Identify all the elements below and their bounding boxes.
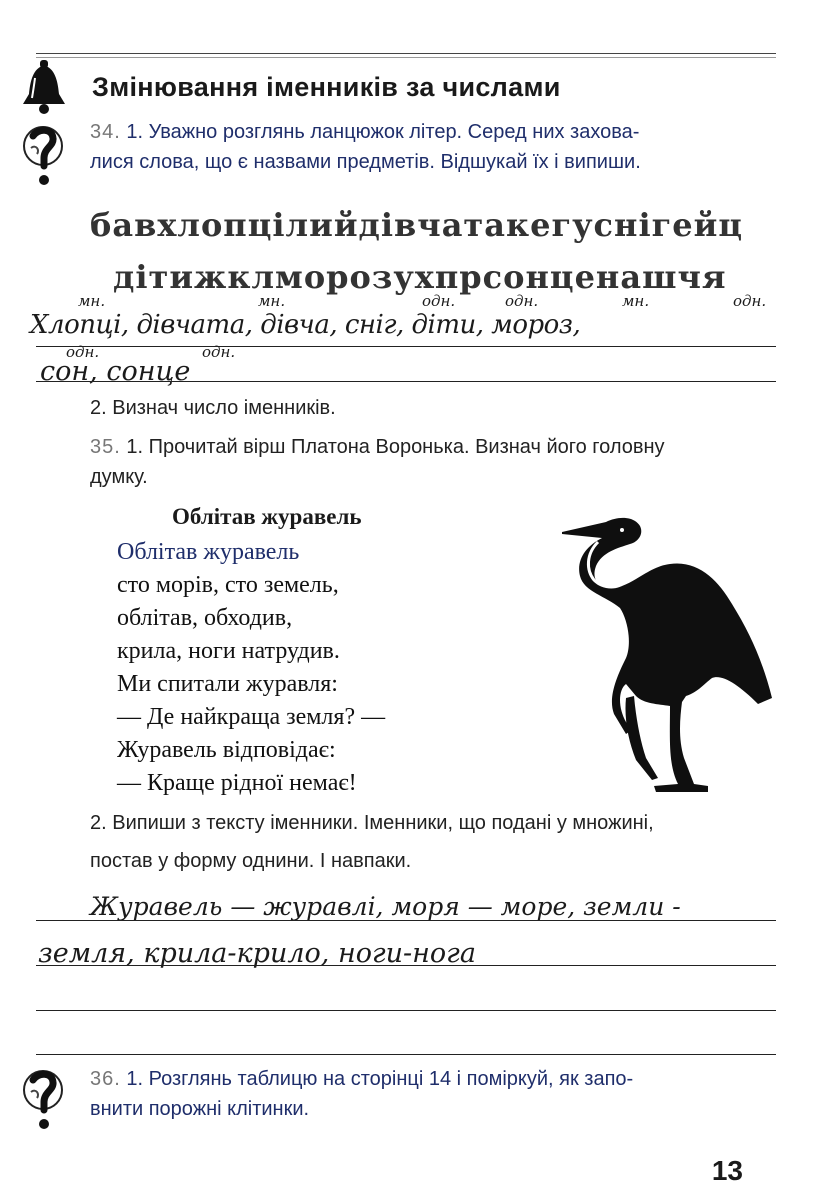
instruction-line: 1. Уважно розглянь ланцюжок літер. Серед них захова- xyxy=(126,121,640,143)
poem-line: Журавель відповідає: xyxy=(117,737,336,763)
number-mark: одн. xyxy=(66,343,100,361)
number-mark: мн. xyxy=(622,292,650,310)
number-mark: одн. xyxy=(202,343,236,361)
answer-marks-row-1 xyxy=(0,292,819,312)
answer-34-line-1: Хлопці, дівчата, дівча, сніг, діти, мороз, xyxy=(30,310,581,340)
number-mark: мн. xyxy=(258,292,286,310)
task-35-instruction xyxy=(90,432,665,492)
answer-rule xyxy=(36,965,776,966)
poem-line: сто морів, сто земель, xyxy=(117,572,339,598)
number-mark: мн. xyxy=(78,292,106,310)
answer-35-line-1: Журавель — журавлі, моря — море, земли - xyxy=(90,892,681,921)
section-title: Змінювання іменників за числами xyxy=(92,72,561,102)
answer-rule xyxy=(36,381,776,382)
number-mark: одн. xyxy=(505,292,539,310)
poem-line: облітав, обходив, xyxy=(117,605,293,631)
instruction-line: внити порожні клітинки. xyxy=(90,1098,310,1120)
instruction-line: лися слова, що є назвами предметів. Відшукай їх і випиши. xyxy=(90,151,641,173)
answer-35-line-2: земля, крила-крило, ноги-нога xyxy=(38,938,476,969)
question-icon xyxy=(18,118,68,195)
instruction-line: 2. Випиши з тексту іменники. Іменники, що подані у множині, xyxy=(90,812,654,834)
poem xyxy=(117,536,385,800)
task-35-part-2 xyxy=(90,808,654,876)
page-number: 13 xyxy=(711,1155,743,1186)
answer-34-line-2: сон, сонце xyxy=(40,356,191,387)
instruction-line: 1. Розглянь таблицю на сторінці 14 і поміркуй, як запо- xyxy=(126,1068,634,1090)
poem-line: — Де найкраща земля? — xyxy=(117,704,386,730)
instruction-line: постав у форму однини. І навпаки. xyxy=(90,850,412,872)
number-mark: одн. xyxy=(733,292,767,310)
top-rule xyxy=(36,53,776,54)
task-number: 36. xyxy=(90,1068,121,1090)
answer-rule xyxy=(36,1054,776,1055)
task-34-instruction xyxy=(90,117,641,177)
poem-title: Облітав журавель xyxy=(172,504,362,529)
letter-chain-line-1: бавхлопцілийдівчатакегуснігейц xyxy=(90,206,743,244)
poem-line: — Краще рідної немає! xyxy=(117,770,357,796)
task-34-part-2: 2. Визнач число іменників. xyxy=(90,397,336,419)
instruction-line: 1. Прочитай вірш Платона Воронька. Визнач його головну xyxy=(126,436,665,458)
answer-rule xyxy=(36,1010,776,1011)
answer-rule xyxy=(36,920,776,921)
task-number: 35. xyxy=(90,436,121,458)
crane-illustration xyxy=(562,508,777,803)
poem-line: Ми спитали журавля: xyxy=(117,671,338,697)
task-36-instruction xyxy=(90,1064,633,1124)
number-mark: одн. xyxy=(422,292,456,310)
letter-chain-line-2: дітижклморозухпрсонценашчя xyxy=(113,258,727,296)
poem-line: Облітав журавель xyxy=(117,539,300,565)
poem-line: крила, ноги натрудив. xyxy=(117,638,340,664)
top-rule-thin xyxy=(36,57,776,58)
question-icon xyxy=(18,1062,68,1139)
instruction-line: думку. xyxy=(90,466,148,488)
bell-icon xyxy=(18,60,70,120)
task-number: 34. xyxy=(90,121,121,143)
